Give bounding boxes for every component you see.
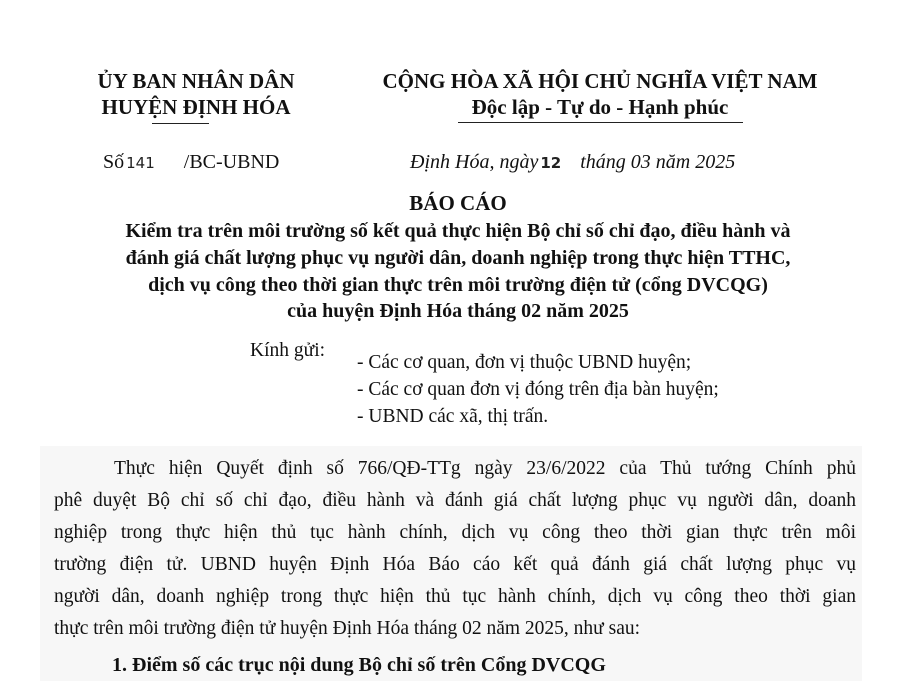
national-motto: Độc lập - Tự do - Hạnh phúc bbox=[471, 95, 729, 119]
report-subject-line-3: dịch vụ công theo thời gian thực trên môi trường điện tử (cổng DVCQG) bbox=[148, 274, 768, 296]
issuer-underline bbox=[152, 123, 209, 124]
body-paragraph-line: phê duyệt Bộ chỉ số chỉ đạo, điều hành và đánh giá chất lượng phục vụ người dân, doanh bbox=[54, 490, 856, 511]
body-paragraph-line: trường điện tử. UBND huyện Định Hóa Báo cáo kết quả đánh giá chất lượng phục vụ bbox=[54, 554, 856, 575]
section-heading: 1. Điểm số các trục nội dung Bộ chỉ số trên Cổng DVCQG bbox=[112, 654, 606, 676]
body-paragraph-line: thực trên môi trường điện tử huyện Định Hóa tháng 02 năm 2025, như sau: bbox=[54, 618, 641, 639]
recipient-item: - Các cơ quan đơn vị đóng trên địa bàn huyện; bbox=[357, 379, 719, 400]
national-title: CỘNG HÒA XÃ HỘI CHỦ NGHĨA VIỆT NAM bbox=[382, 69, 818, 93]
document-number bbox=[103, 149, 279, 176]
doc-number-value: 141 bbox=[126, 154, 155, 172]
motto-underline bbox=[458, 122, 743, 123]
doc-number-suffix: /BC-UBND bbox=[183, 151, 280, 173]
report-subject-line-2: đánh giá chất lượng phục vụ người dân, doanh nghiệp trong thực hiện TTHC, bbox=[125, 247, 791, 269]
report-subject-line-4: của huyện Định Hóa tháng 02 năm 2025 bbox=[287, 300, 629, 322]
issuer-line-1: ỦY BAN NHÂN DÂN bbox=[97, 69, 295, 93]
recipient-item: - UBND các xã, thị trấn. bbox=[357, 406, 549, 427]
issuer-line-2: HUYỆN ĐỊNH HÓA bbox=[101, 95, 291, 119]
doc-number-prefix: Số bbox=[103, 151, 125, 173]
date-day: 12 bbox=[540, 154, 562, 172]
date-prefix: Định Hóa, ngày bbox=[410, 151, 539, 173]
date-suffix: tháng 03 năm 2025 bbox=[580, 151, 736, 173]
recipients-label: Kính gửi: bbox=[250, 340, 326, 361]
recipient-item: - Các cơ quan, đơn vị thuộc UBND huyện; bbox=[357, 352, 692, 373]
body-paragraph-line: Thực hiện Quyết định số 766/QĐ-TTg ngày 23/6/2022 của Thủ tướng Chính phủ bbox=[114, 458, 856, 479]
body-paragraph-line: nghiệp trong thực hiện thủ tục hành chính, dịch vụ công theo thời gian thực trên môi bbox=[54, 522, 856, 543]
date-line bbox=[410, 149, 735, 176]
report-subject-line-1: Kiểm tra trên môi trường số kết quả thực hiện Bộ chỉ số chỉ đạo, điều hành và bbox=[125, 220, 791, 242]
report-heading: BÁO CÁO bbox=[409, 191, 507, 215]
body-paragraph-line: người dân, doanh nghiệp trong thực hiện thủ tục hành chính, dịch vụ công theo thời gian bbox=[54, 586, 856, 607]
